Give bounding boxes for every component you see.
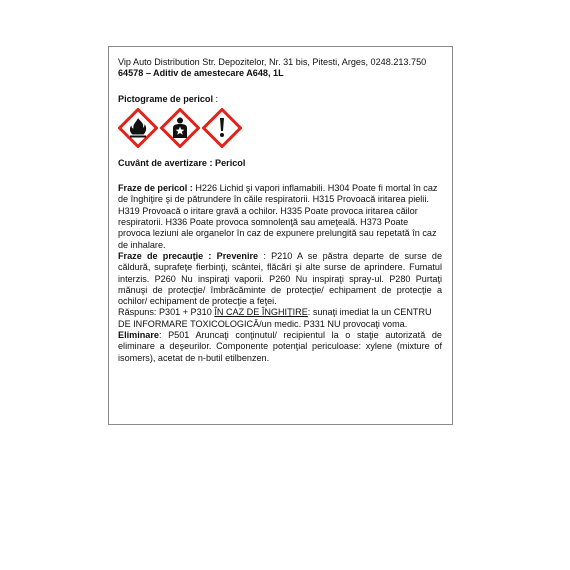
flame-icon <box>118 108 158 148</box>
response-label: Răspuns: P301 + P310 <box>118 307 212 318</box>
pictograms-title-suffix: : <box>213 93 219 104</box>
response-underlined: ÎN CAZ DE ÎNGHIŢIRE <box>214 307 308 318</box>
distributor-address: Vip Auto Distribution Str. Depozitelor, Nr. 31 bis, Pitesti, Arges, 0248.213.750 <box>118 57 427 67</box>
hazard-statements <box>118 183 442 251</box>
precaution-response <box>118 307 442 330</box>
disposal-text: : P501 Aruncaţi conţinutul/ recipientul la o staţie autorizată de eliminare a deşeurilor. Componente potenţial periculoase: xylene (mixture of isomers), acetat de n-butil etilbenzen. <box>118 330 442 363</box>
precaution-prevention <box>118 251 442 307</box>
pictogram-row <box>118 108 442 148</box>
response-text: : sunaţi imediat la un CENTRU DE INFORMARE TOXICOLOGICĂ/un medic. P331 NU provocaţi voma. <box>118 307 432 329</box>
pictograms-title: Pictograme de pericol <box>118 93 214 104</box>
exclamation-mark-icon <box>202 108 242 148</box>
health-hazard-icon <box>160 108 200 148</box>
signal-word: Cuvânt de avertizare : Pericol <box>118 157 246 168</box>
hazard-text: H226 Lichid şi vapori inflamabili. H304 Poate fi mortal în caz de înghiţire şi de pătrundere în căile respiratorii. H315 Provoacă iritarea pielii. H319 Provoacă o iritare gravă a ochilor. H335 Poate provoca iritarea căilor respiratorii. H336 Poate provoca somnolenţă sau ameţeală. H373 Poate provoca leziuni ale organelor în caz de expunere prelungită sau repetată în caz de inhalare. <box>118 183 438 250</box>
precaution-disposal <box>118 330 442 364</box>
product-label <box>108 46 453 425</box>
product-title: 64578 – Aditiv de amestecare A648, 1L <box>118 68 284 79</box>
precaution-label: Fraze de precauţie : Prevenire <box>118 250 259 261</box>
prevention-text: : P210 A se păstra departe de surse de căldură, suprafeţe fierbinţi, scântei, flăcări şi alte surse de aprindere. Fumatul interzis. P260 Nu inspiraţi vaporii. P260 Nu inspiraţi spray-ul. P280 Purtaţi mănuşi de protecţie/ îmbrăcăminte de protecţie/ echipament de protecţie a ochilor/ echipament de protecţie a feţei. <box>118 250 443 307</box>
disposal-label: Eliminare <box>118 330 159 341</box>
hazard-label: Fraze de pericol : <box>118 183 193 194</box>
pictograms-heading <box>118 94 442 105</box>
